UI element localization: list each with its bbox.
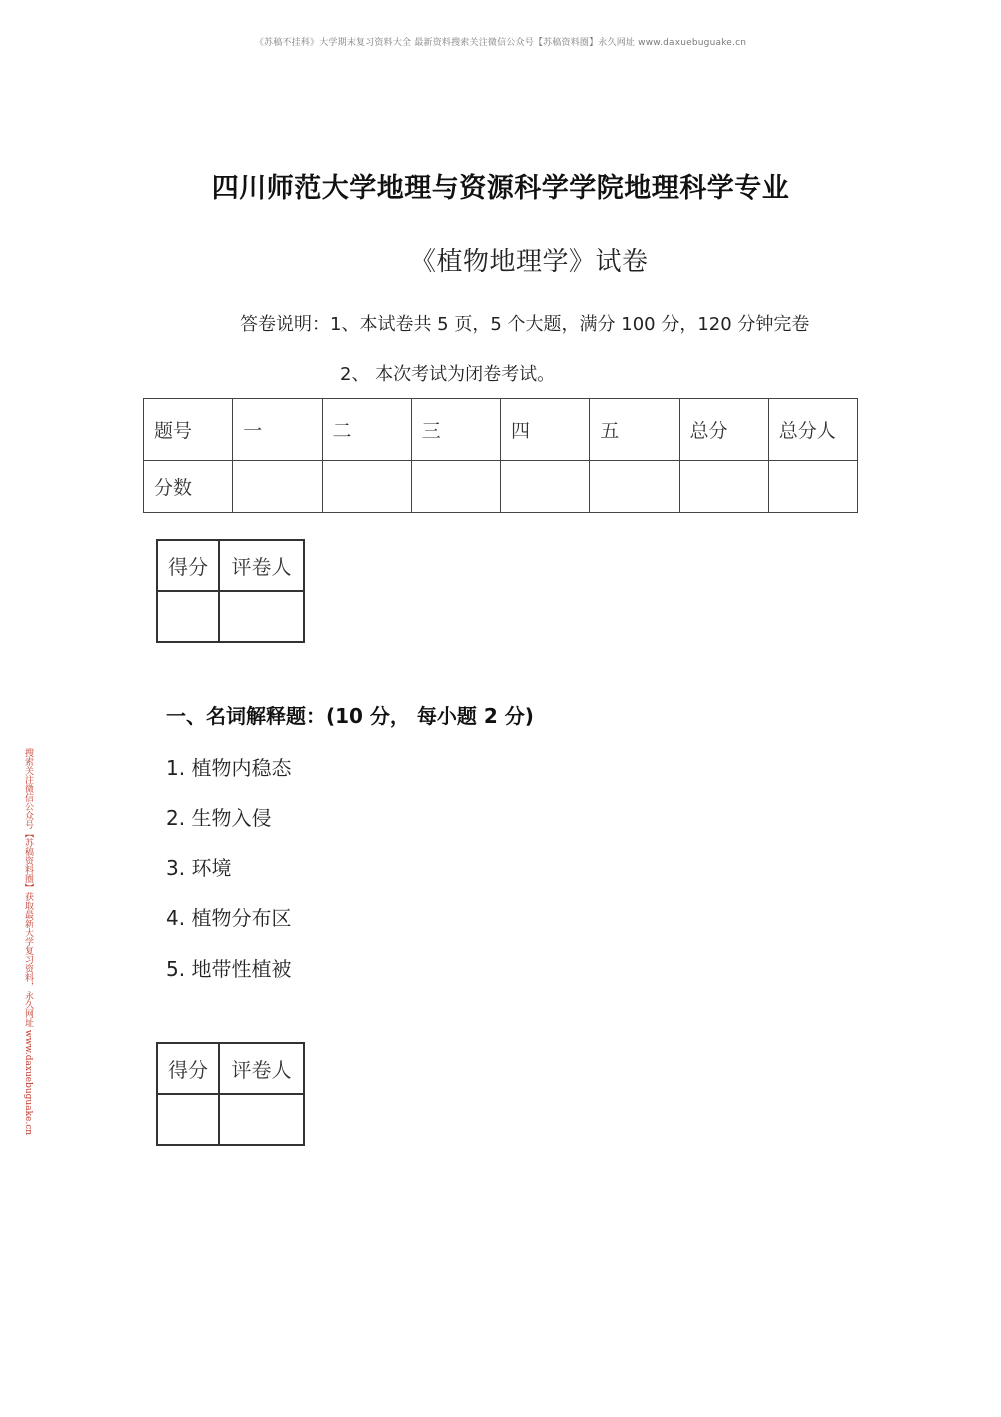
- score-header-cell: 二: [322, 399, 411, 461]
- score-header-cell: 总分人: [768, 399, 857, 461]
- page-title: 四川师范大学地理与资源科学学院地理科学专业: [211, 173, 790, 204]
- question-item: 1. 植物内稳态: [166, 756, 292, 780]
- score-cell: [233, 461, 322, 513]
- grade-grader-label: 评卷人: [219, 1043, 304, 1094]
- grade-score-label: 得分: [157, 1043, 219, 1094]
- score-header-cell: 题号: [144, 399, 233, 461]
- header-note: 《苏稿不挂科》大学期末复习资料大全 最新资料搜索关注微信公众号【苏稿资料圈】永久网址 www.daxuebuguake.cn: [254, 38, 747, 48]
- grade-score-label: 得分: [157, 540, 219, 591]
- grade-score-cell: [157, 591, 219, 642]
- exam-subtitle: 《植物地理学》试卷: [410, 247, 649, 277]
- score-header-cell: 四: [501, 399, 590, 461]
- score-cell: [501, 461, 590, 513]
- question-item: 3. 环境: [166, 856, 232, 880]
- grade-score-cell: [157, 1094, 219, 1145]
- score-cell: [590, 461, 679, 513]
- question-item: 2. 生物入侵: [166, 806, 272, 830]
- grade-grader-label: 评卷人: [219, 540, 304, 591]
- score-header-cell: 三: [411, 399, 500, 461]
- score-table: [143, 398, 858, 513]
- grade-box-2: [156, 1042, 305, 1146]
- score-row-label: 分数: [144, 461, 233, 513]
- score-header-cell: 五: [590, 399, 679, 461]
- score-cell: [679, 461, 768, 513]
- question-item: 5. 地带性植被: [166, 957, 292, 981]
- instructions-line-2: 2、 本次考试为闭卷考试。: [340, 364, 556, 385]
- side-note: 搜索关注微信公众号【苏稿资料圈】获取最新大学复习资料，永久网址 www.daxuebuguake.cn: [23, 748, 33, 1136]
- score-header-cell: 一: [233, 399, 322, 461]
- score-table-header-row: [144, 399, 858, 461]
- question-item: 4. 植物分布区: [166, 906, 292, 930]
- section-heading: 一、名词解释题：(10 分， 每小题 2 分): [166, 704, 534, 728]
- grade-box-1: [156, 539, 305, 643]
- score-cell: [322, 461, 411, 513]
- score-header-cell: 总分: [679, 399, 768, 461]
- grade-grader-cell: [219, 1094, 304, 1145]
- score-table-value-row: [144, 461, 858, 513]
- instructions-line-1: 答卷说明：1、本试卷共 5 页，5 个大题，满分 100 分，120 分钟完卷: [240, 314, 810, 335]
- score-cell: [768, 461, 857, 513]
- score-cell: [411, 461, 500, 513]
- grade-grader-cell: [219, 591, 304, 642]
